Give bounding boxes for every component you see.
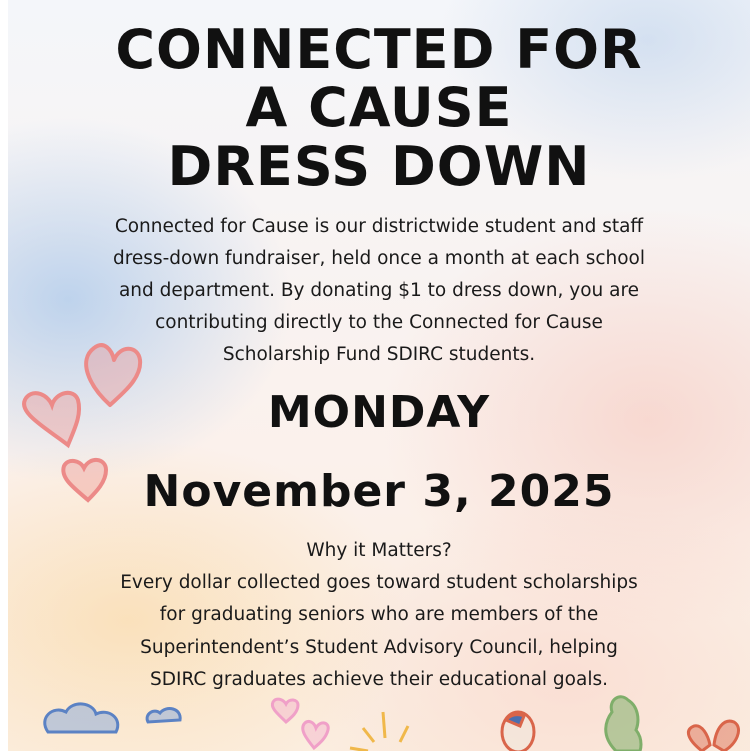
tree-icon xyxy=(606,697,641,751)
intro-line: and department. By donating $1 to dress down, you are xyxy=(118,280,640,301)
why-line: Every dollar collected goes toward student scholarships xyxy=(120,572,638,593)
flyer xyxy=(8,0,750,751)
title-line-3: DRESS DOWN xyxy=(167,135,591,198)
why-line: Superintendent’s Student Advisory Council, helping xyxy=(140,637,618,658)
cloud-icon xyxy=(45,704,180,732)
intro-line: dress-down fundraiser, held once a month at each school xyxy=(112,248,646,269)
ladybug-icon xyxy=(502,712,534,751)
intro-line: Connected for Cause is our districtwide student and staff xyxy=(114,216,644,237)
title-line-1: CONNECTED FOR xyxy=(115,18,643,81)
why-line: SDIRC graduates achieve their educational goals. xyxy=(150,669,608,690)
event-date: November 3, 2025 xyxy=(143,466,615,517)
intro-line: contributing directly to the Connected for Cause xyxy=(155,312,603,333)
title-line-2: A CAUSE xyxy=(245,76,513,139)
butterfly-icon xyxy=(688,721,738,751)
sun-icon xyxy=(350,712,408,751)
why-line: for graduating seniors who are members of the xyxy=(159,604,599,625)
intro-line: Scholarship Fund SDIRC students. xyxy=(222,344,536,365)
why-heading: Why it Matters? xyxy=(306,540,452,561)
heart-icon xyxy=(272,699,328,748)
event-day: MONDAY xyxy=(267,387,491,438)
